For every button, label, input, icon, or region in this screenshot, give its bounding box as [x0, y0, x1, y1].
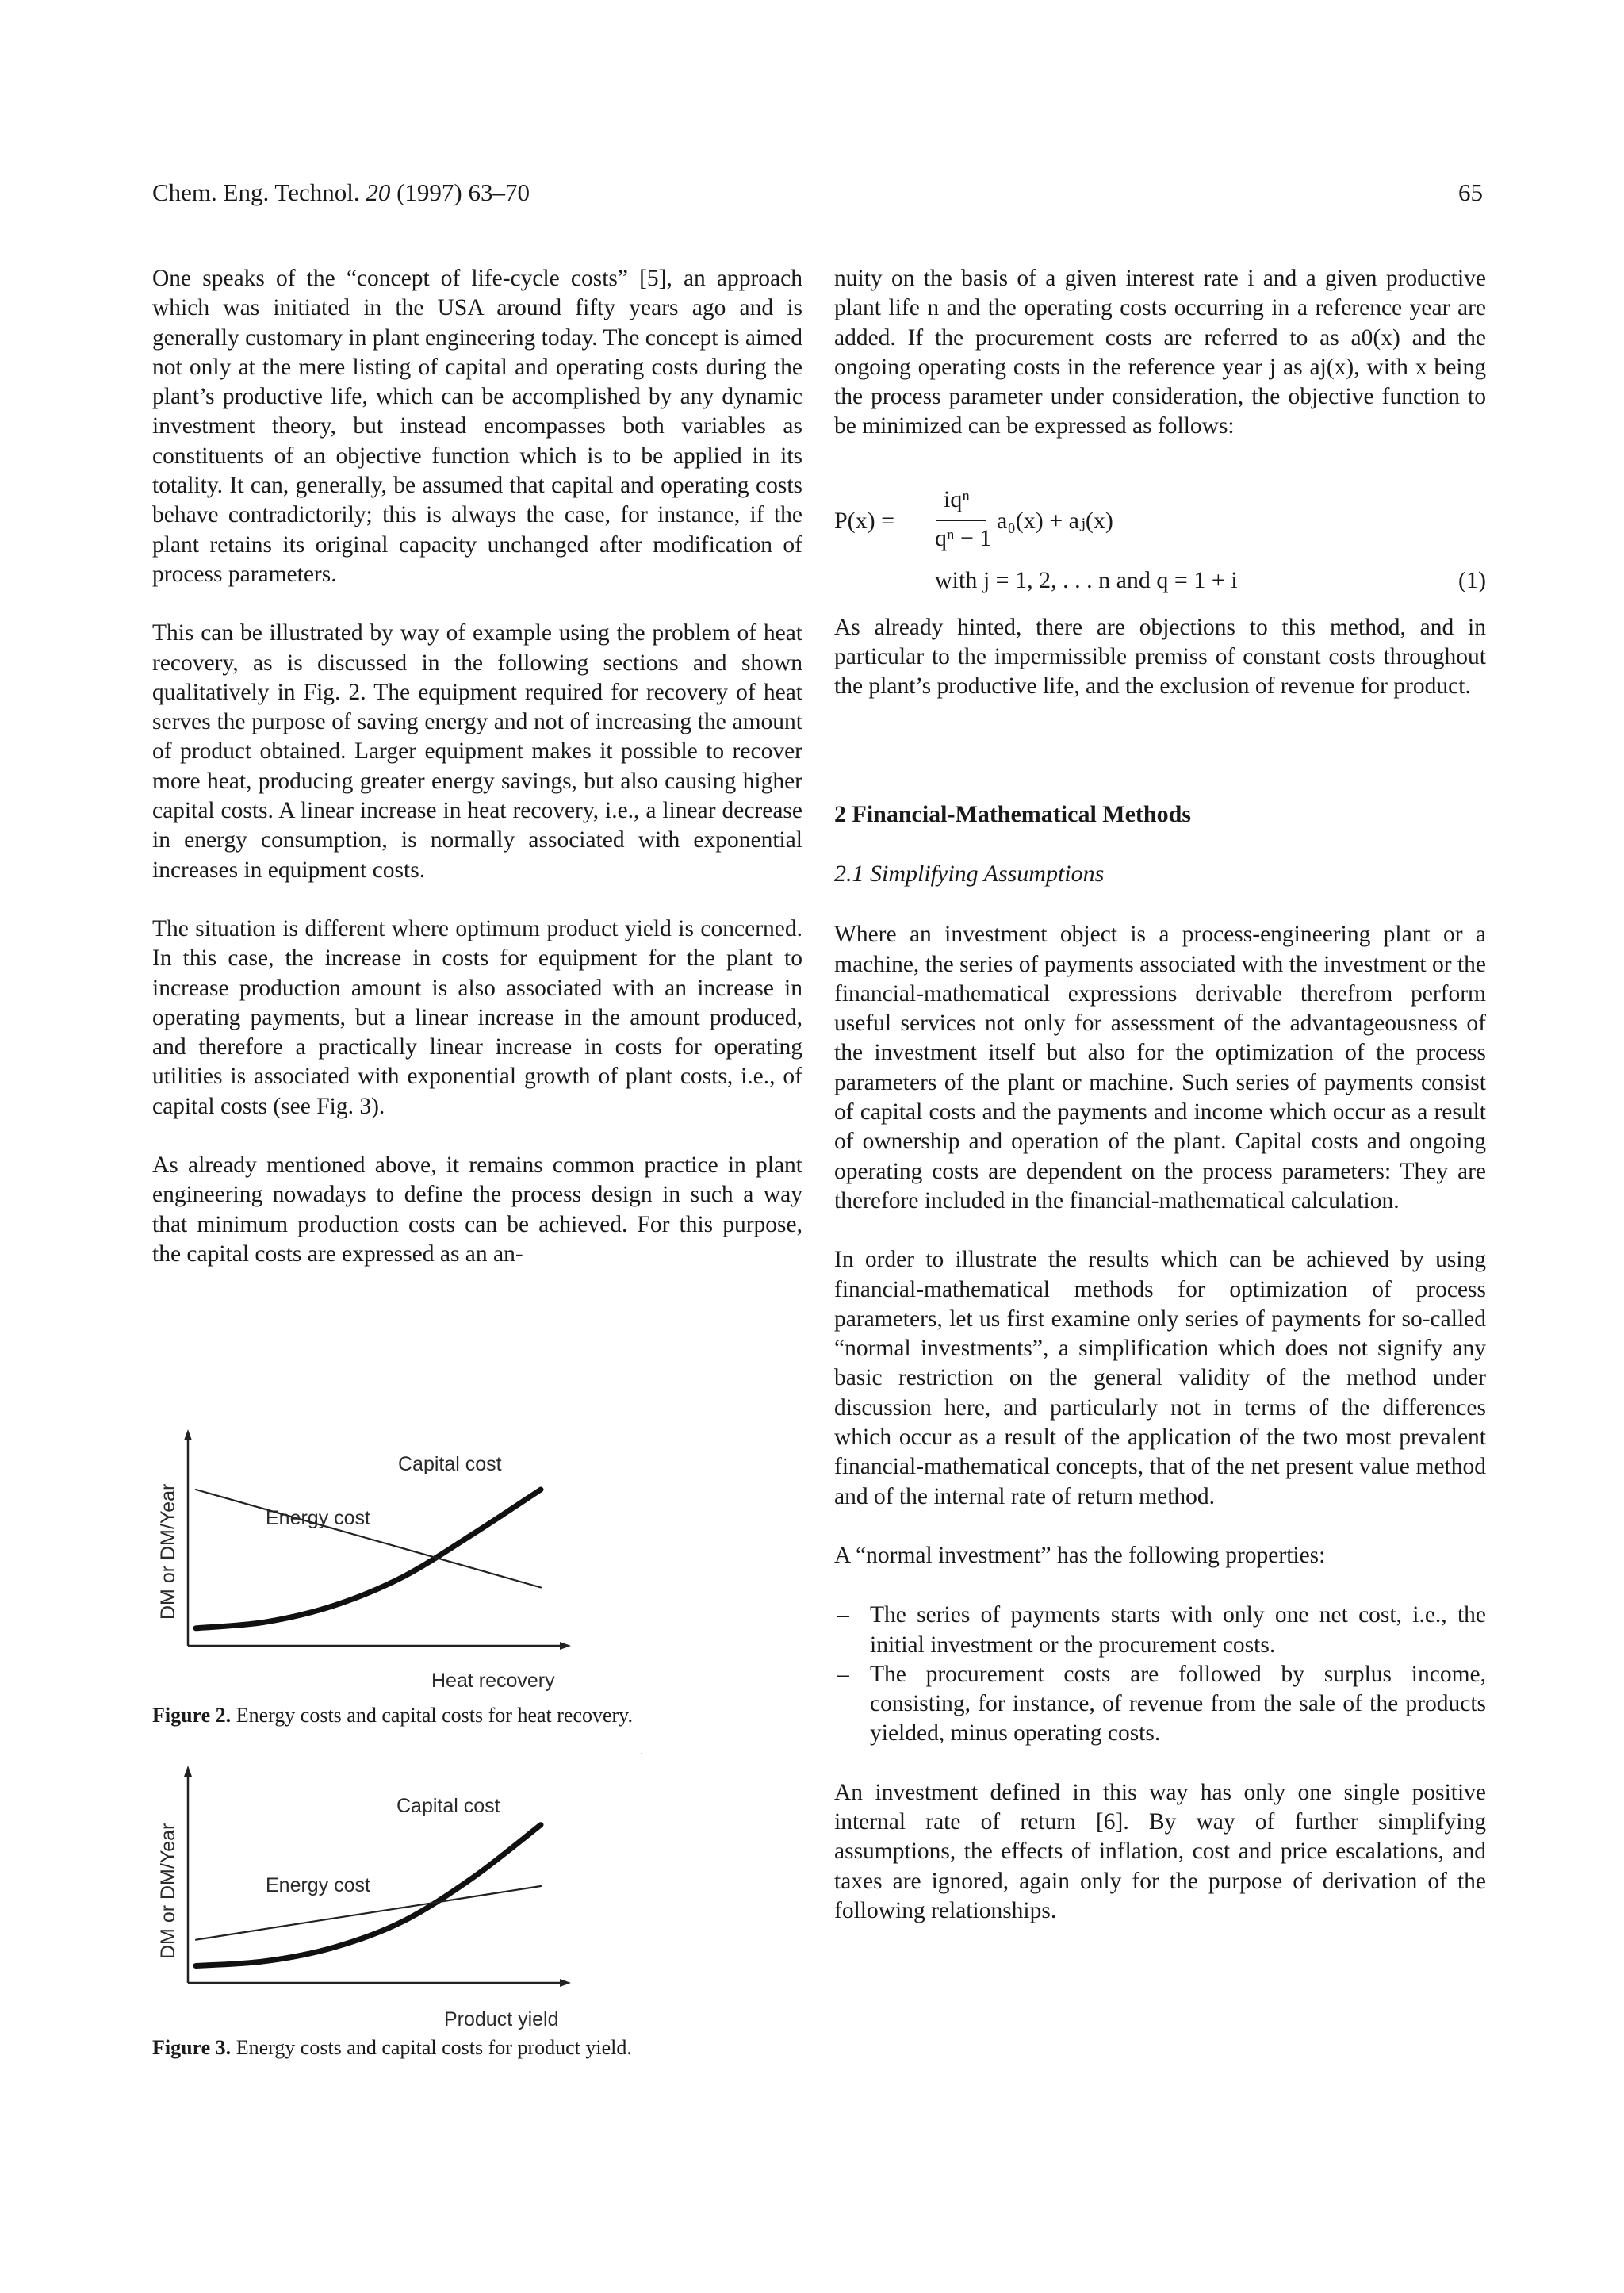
figure-2-caption: [152, 1704, 802, 1727]
journal-name: Chem. Eng. Technol.: [152, 178, 360, 206]
journal-year-pages: (1997) 63–70: [396, 178, 530, 206]
paragraph-common-practice: As already mentioned above, it remains common practice in plant engineering nowadays to define the process design in such a way that minimum production costs can be achieved. For this purpose, the capital costs are expressed as an an-: [152, 1152, 802, 1267]
figure-3-caption: [152, 2036, 802, 2060]
figure-2-energy-cost-line: [196, 1490, 541, 1588]
paragraph-life-cycle: One speaks of the “concept of life-cycle costs” [5], an approach which was initiated in the USA around fifty years ago and is generally customary in plant engineering today. The concept is aimed not only at the mere listing of capital and operating costs during the plant’s productive life, which can be accomplished by any dynamic investment theory, but instead encompasses both variables as constituents of an objective function which is to be applied in its totality. It can, generally, be assumed that capital and operating costs behave contradictorily; this is always the case, for instance, if the plant retains its original capacity unchanged after modification of process parameters.: [152, 266, 802, 587]
figure-3-chart: [152, 1762, 802, 2036]
figure-2-caption-label: Figure 2.: [152, 1704, 232, 1727]
equation-numerator: iqⁿ: [944, 485, 970, 512]
figure-2-xlabel: Heat recovery: [431, 1670, 555, 1692]
page-number: 65: [1458, 178, 1483, 206]
list-item: – The procurement costs are followed by surplus income, consisting, for instance, of revenue from the sale of the products yielded, minus operating costs.: [834, 1660, 1486, 1749]
paragraph-heat-recovery: This can be illustrated by way of example using the problem of heat recovery, as is discussed in the following sections and shown qualitatively in Fig. 2. The equipment required for recovery of heat serves the purpose of saving energy and not of increasing the amount of product obtained. Larger equipment makes it possible to recover more heat, producing greater energy savings, but also causing higher capital costs. A linear increase in heat recovery, i.e., a linear decrease in energy consumption, is normally associated with exponential increases in equipment costs.: [152, 620, 802, 883]
figure-2-caption-text: Energy costs and capital costs for heat recovery.: [236, 1704, 633, 1727]
figure-3-y-arrow-icon: [184, 1766, 192, 1777]
figure-3: [152, 1762, 802, 2060]
properties-list: [834, 1601, 1486, 1748]
equation-condition: with j = 1, 2, . . . n and q = 1 + i: [935, 566, 1238, 593]
equation-number: (1): [1458, 566, 1486, 593]
figure-3-caption-label: Figure 3.: [152, 2036, 232, 2059]
left-column: [152, 264, 802, 1269]
separator-mark: [641, 1753, 642, 1754]
journal-volume: 20: [366, 178, 391, 206]
equation-fraction-bar: [936, 520, 986, 521]
paragraph-annuity: nuity on the basis of a given interest rate i and a given productive plant life n and the operating costs occurring in a reference year are added. If the procurement costs are referred to as a0(x) and the ongoing operating costs in the reference year j as aj(x), with x being the process parameter under consideration, the objective function to be minimized can be expressed as follows:: [834, 266, 1486, 439]
figure-2: [152, 1428, 802, 1727]
figure-2-y-arrow-icon: [184, 1429, 192, 1440]
paragraph-normal-investments: In order to illustrate the results which can be achieved by using financial-mathematical methods for optimization of process parameters, let us first examine only series of payments for so-called “normal investments”, a simplification which does not signify any basic restriction on the general validity of the method under discussion here, and particularly not in terms of the differences which occur as a result of the application of the two most prevalent financial-mathematical concepts, that of the net present value method and of the internal rate of return method.: [834, 1247, 1486, 1509]
subsection-heading: 2.1 Simplifying Assumptions: [834, 860, 1105, 887]
figure-2-capital-label: Capital cost: [398, 1453, 502, 1475]
figure-3-ylabel: DM or DM/Year: [157, 1823, 179, 1959]
figure-3-capital-label: Capital cost: [396, 1795, 500, 1817]
equation-1: [834, 474, 1486, 607]
journal-citation: [152, 178, 530, 207]
right-column: [834, 264, 1486, 1926]
figure-2-ylabel: DM or DM/Year: [157, 1483, 179, 1620]
figure-2-chart: [152, 1428, 802, 1697]
figure-3-caption-text: Energy costs and capital costs for product yield.: [236, 2036, 632, 2059]
section-heading: 2 Financial-Mathematical Methods: [834, 800, 1191, 827]
figure-3-energy-label: Energy cost: [266, 1874, 371, 1896]
equation-denominator: qⁿ − 1: [935, 524, 992, 551]
figure-2-x-arrow-icon: [560, 1642, 571, 1650]
paragraph-investment-object: Where an investment object is a process-engineering plant or a machine, the series of payments associated with the investment or the financial-mathematical expressions derivable therefrom perform useful services not only for assessment of the advantageousness of the investment itself but also for the optimization of the process parameters of the plant or machine. Such series of payments consist of capital costs and the payments and income which occur as a result of ownership and operation of the plant. Capital costs and ongoing operating costs are dependent on the process parameters: They are therefore included in the financial-mathematical calculation.: [834, 922, 1486, 1214]
equation-rhs: a₀(x) + aⱼ(x): [997, 507, 1113, 534]
paragraph-objections: As already hinted, there are objections to this method, and in particular to the impermissible premiss of constant costs throughout the plant’s productive life, and the exclusion of revenue for product.: [834, 614, 1486, 700]
paragraph-product-yield: The situation is different where optimum product yield is concerned. In this case, the increase in costs for equipment for the plant to increase production amount is also associated with an increase in operating payments, but a linear increase in the amount produced, and therefore a practically linear increase in costs for operating utilities is associated with exponential growth of plant costs, i.e., of capital costs (see Fig. 3).: [152, 915, 802, 1119]
paragraph-properties-intro: A “normal investment” has the following properties:: [834, 1542, 1326, 1568]
figure-3-x-arrow-icon: [560, 1979, 571, 1987]
figure-2-energy-label: Energy cost: [266, 1507, 371, 1529]
paragraph-single-rate: An investment defined in this way has only one single positive internal rate of return [6]. By way of further simplifying assumptions, the effects of inflation, cost and price escalations, and taxes are ignored, again only for the purpose of derivation of the following relationships.: [834, 1779, 1486, 1923]
equation-lhs: P(x) =: [834, 507, 895, 534]
figure-3-xlabel: Product yield: [444, 2008, 559, 2030]
list-item: – The series of payments starts with only one net cost, i.e., the initial investment or the procurement costs.: [834, 1601, 1486, 1660]
